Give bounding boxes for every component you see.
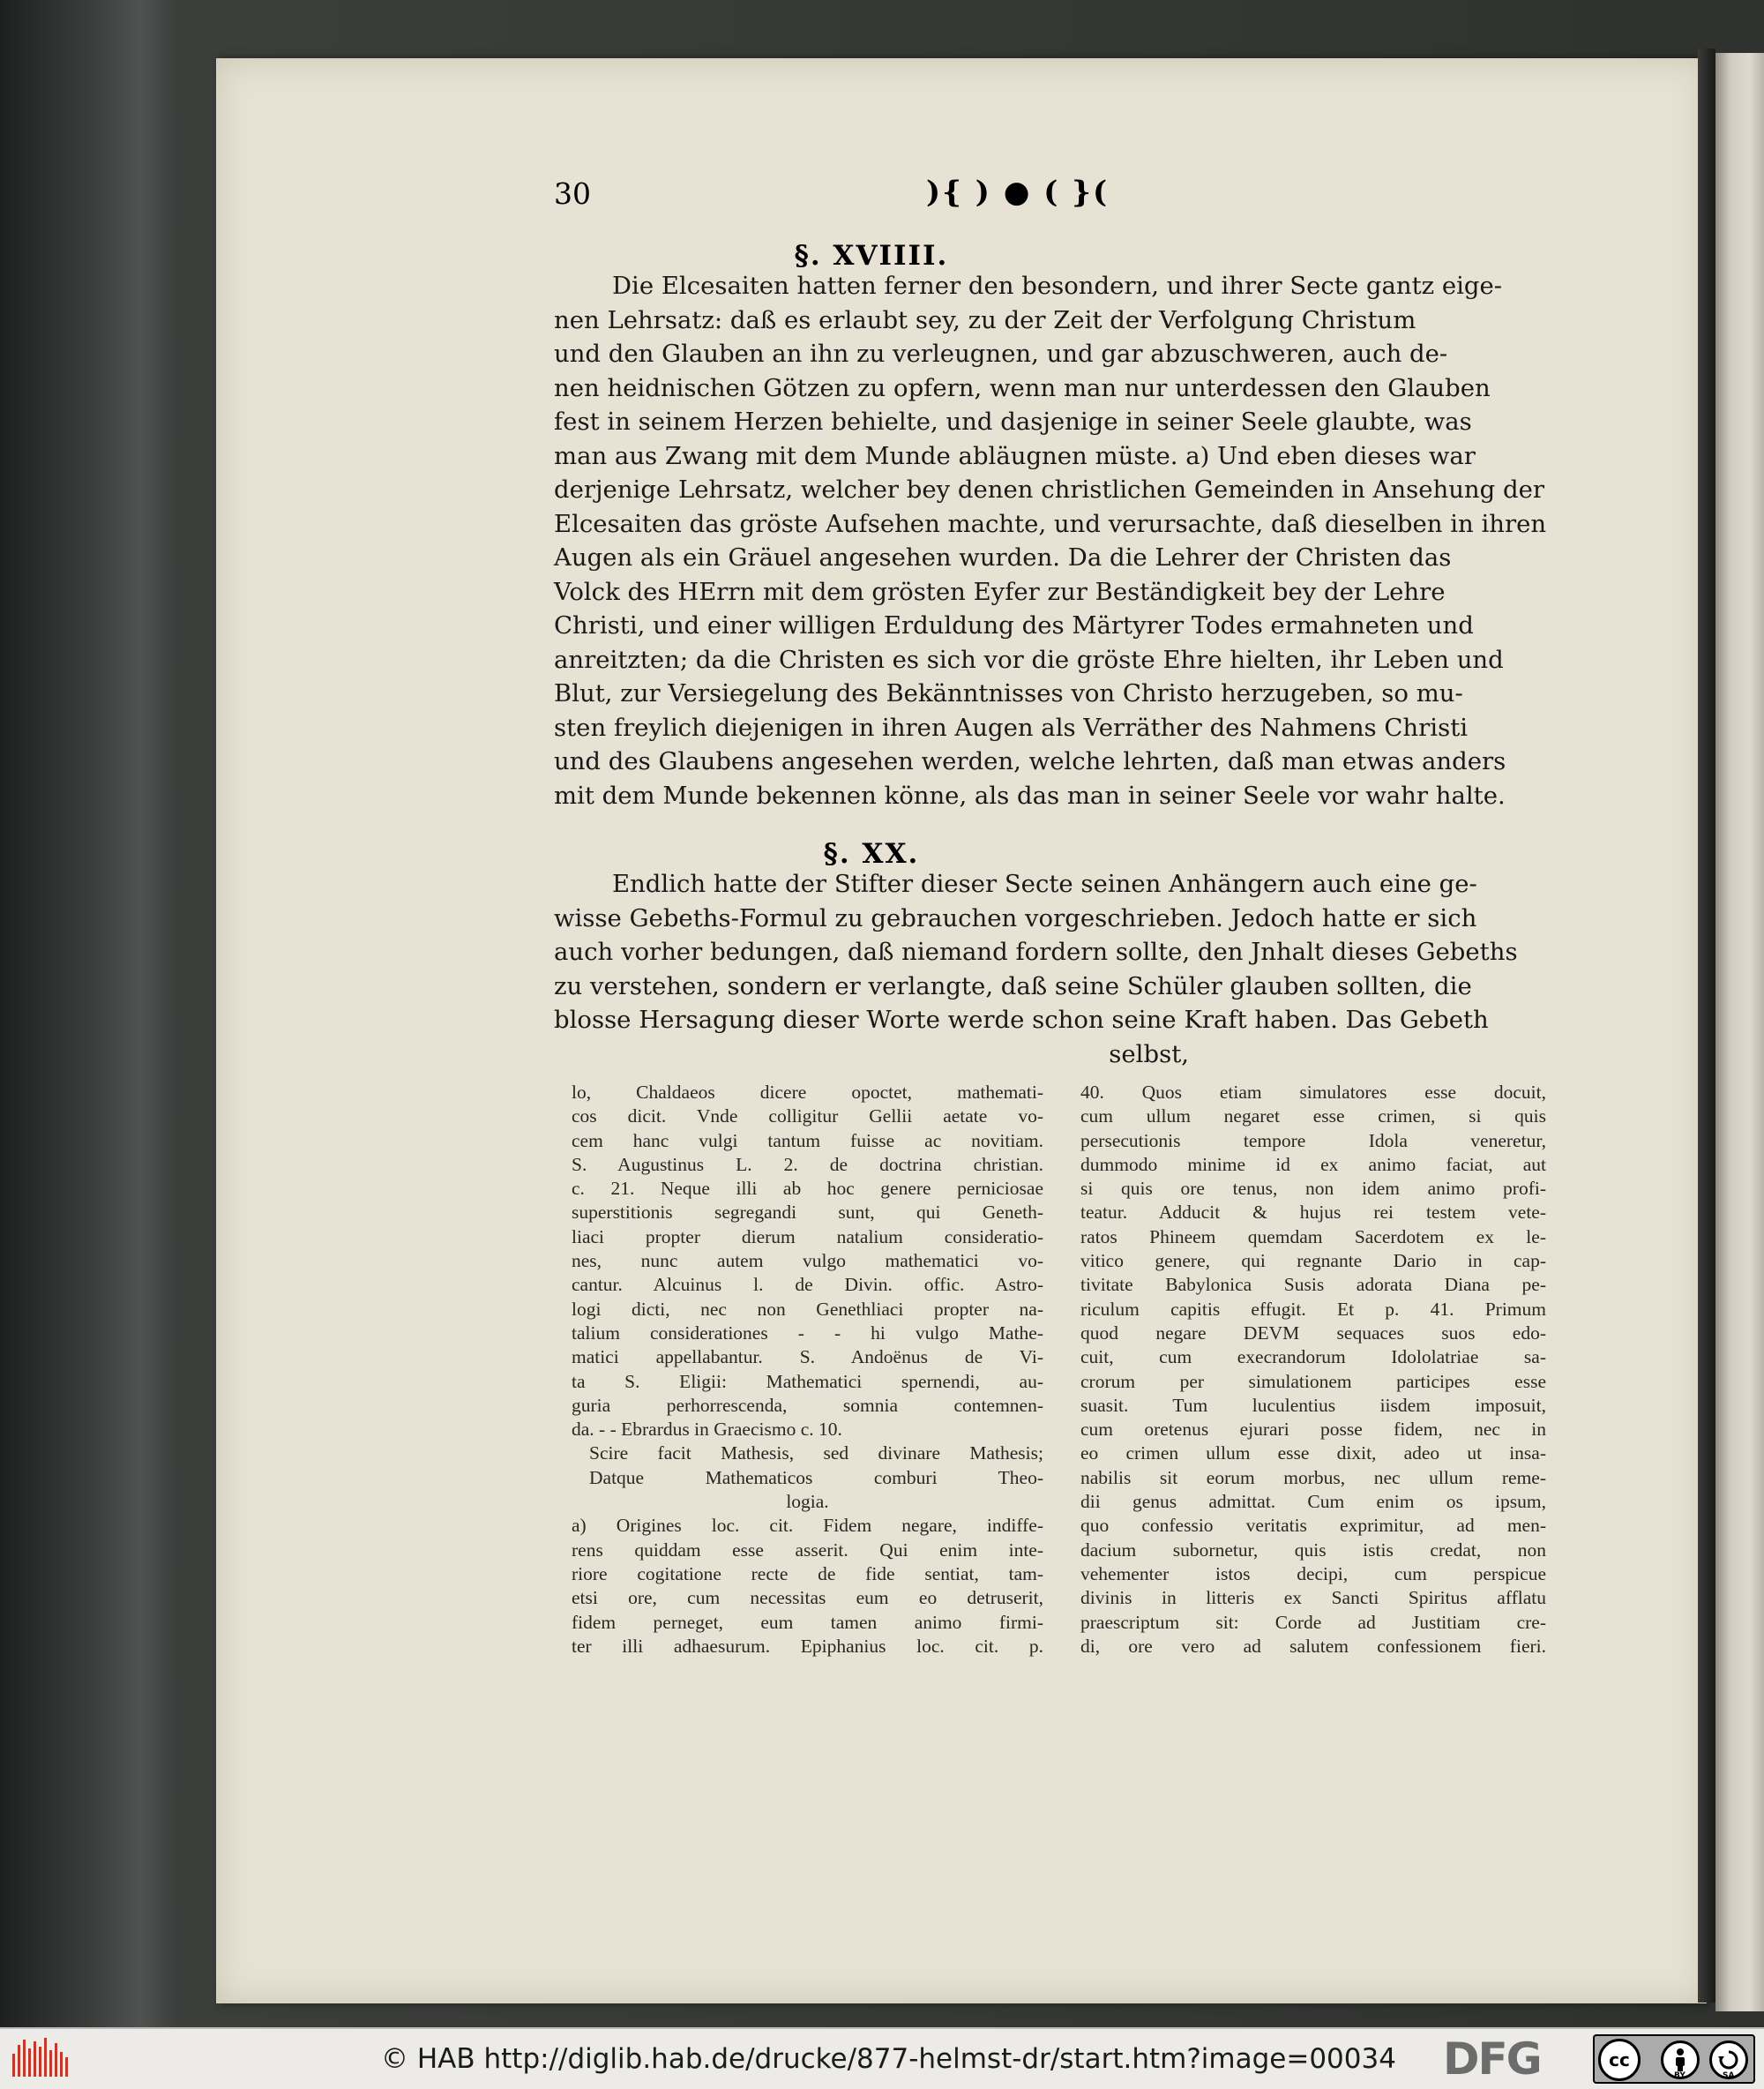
body-text-line: man aus Zwang mit dem Munde abläugnen müste. a) Und eben dieses war	[554, 441, 1476, 470]
footnote-line: guria perhorrescenda, somnia contemnen-	[572, 1394, 1043, 1416]
footnote-line: da. - - Ebrardus in Graecismo c. 10.	[572, 1419, 842, 1441]
footnote-line: nes, nunc autem vulgo mathematici vo-	[572, 1250, 1043, 1272]
body-text-line: mit dem Munde bekennen könne, als das man in seiner Seele vor wahr halte.	[554, 781, 1506, 810]
body-text-line: wisse Gebeths‑Formul zu gebrauchen vorgeschrieben. Jedoch hatte er sich	[554, 903, 1477, 932]
body-text-line: auch vorher bedungen, daß niemand fordern sollte, den Jnhalt dieses Gebeths	[554, 938, 1518, 966]
footnote-line: liaci propter dierum natalium consideratio-	[572, 1225, 1043, 1247]
footnote-line: rens quiddam esse asserit. Qui enim inte-	[572, 1539, 1043, 1561]
body-text-line: Augen als ein Gräuel angesehen wurden. Da die Lehrer der Christen das	[554, 543, 1452, 572]
hab-barcode-logo-icon[interactable]	[11, 2036, 72, 2082]
body-text-line: nen heidnischen Götzen zu opfern, wenn man nur unterdessen den Glauben	[554, 373, 1491, 402]
viewer-footer	[0, 2027, 1764, 2089]
footnote-line: logia.	[786, 1491, 829, 1513]
footnote-line: cum ullum negaret esse crimen, si quis	[1080, 1105, 1546, 1127]
footnote-line: quod negare DEVM sequaces suos edo-	[1080, 1322, 1546, 1344]
book-gutter	[1698, 49, 1715, 2003]
body-text-line: Blut, zur Versiegelung des Bekänntnisses von Christo herzugeben, so mu‑	[554, 679, 1463, 708]
footnote-line: etsi ore, cum necessitas eum eo detruserit,	[572, 1587, 1043, 1609]
footnote-line: quo confessio veritatis exprimitur, ad men-	[1080, 1515, 1546, 1537]
body-text-line: Endlich hatte der Stifter dieser Secte seinen Anhängern auch eine ge‑	[612, 870, 1477, 898]
body-text-line: sten freylich diejenigen in ihren Augen als Verräther des Nahmens Christi	[554, 713, 1469, 742]
body-text-line: Die Elcesaiten hatten ferner den besondern, und ihrer Secte gantz eige‑	[612, 272, 1503, 300]
cc-icon: cc	[1598, 2039, 1641, 2081]
footnote-line: matici appellabantur. S. Andoënus de Vi-	[572, 1346, 1043, 1368]
footnote-line: suasit. Tum luculentius iisdem imposuit,	[1080, 1394, 1546, 1416]
footnote-line: di, ore vero ad salutem confessionem fieri.	[1080, 1635, 1546, 1657]
footnote-line: tivitate Babylonica Susis adorata Diana pe-	[1080, 1274, 1546, 1296]
running-head-ornament: ){ ) ● ( }(	[926, 175, 1110, 210]
section-18-body	[554, 269, 1547, 812]
body-text-line: fest in seinem Herzen behielte, und dasjenige in seiner Seele glaubte, was	[554, 408, 1472, 436]
footnote-line: S. Augustinus L. 2. de doctrina christian.	[572, 1153, 1043, 1175]
cc-sa-label: SA	[1723, 2071, 1735, 2080]
footnote-line: riore cogitatione recte de fide sentiat, tam-	[572, 1562, 1043, 1584]
footnote-line: crorum per simulationem participes esse	[1080, 1370, 1546, 1392]
body-text-line: Volck des HErrn mit dem grösten Eyfer zur Beständigkeit bey der Lehre	[554, 577, 1446, 606]
copyright-url-text[interactable]: © HAB http://diglib.hab.de/drucke/877-helmst-dr/start.htm?image=00034	[381, 2043, 1396, 2075]
footnotes-right-column	[1080, 1081, 1546, 1658]
footnote-line: dacium subornetur, quis istis credat, non	[1080, 1539, 1546, 1561]
body-text-line: und des Glaubens angesehen werden, welche lehrten, daß man etwas anders	[554, 747, 1506, 775]
section-heading-18: §. XVIIII.	[794, 240, 949, 272]
body-text-line: und den Glauben an ihn zu verleugnen, und gar abzuschweren, auch de‑	[554, 340, 1448, 368]
footnote-line: logi dicti, nec non Genethliaci propter na-	[572, 1298, 1043, 1320]
footnote-line: si quis ore tenus, non idem animo profi-	[1080, 1178, 1546, 1200]
dfg-logo[interactable]: DFG	[1443, 2033, 1541, 2085]
footnote-line: Datque Mathematicos comburi Theo-	[589, 1466, 1043, 1488]
footnote-line: vitico genere, qui regnante Dario in cap-	[1080, 1250, 1546, 1272]
footnote-line: nabilis sit eorum morbus, nec ullum reme-	[1080, 1466, 1546, 1488]
footnote-line: cos dicit. Vnde colligitur Gellii aetate vo-	[572, 1105, 1043, 1127]
footnote-line: persecutionis tempore Idola veneretur,	[1080, 1129, 1546, 1151]
section-20-body	[554, 867, 1518, 1071]
footnote-line: ratos Phineem quemdam Sacerdotem ex le-	[1080, 1225, 1546, 1247]
section-heading-20: §. XX.	[823, 838, 920, 870]
footnote-line: vehementer istos decipi, cum perspicue	[1080, 1562, 1546, 1584]
body-text-line: anreitzten; da die Christen es sich vor die gröste Ehre hielten, ihr Leben und	[554, 645, 1504, 674]
footnote-line: ta S. Eligii: Mathematici spernendi, au-	[572, 1370, 1043, 1392]
footnote-line: divinis in litteris ex Sancti Spiritus afflatu	[1080, 1587, 1546, 1609]
body-text-line: derjenige Lehrsatz, welcher bey denen christlichen Gemeinden in Ansehung der	[554, 475, 1545, 504]
creative-commons-license-badge[interactable]	[1593, 2034, 1755, 2084]
footnote-line: cantur. Alcuinus l. de Divin. offic. Astro-	[572, 1274, 1043, 1296]
body-text-line: Christi, und einer willigen Erduldung des Märtyrer Todes ermahneten und	[554, 611, 1474, 640]
footnotes-left-column	[572, 1081, 1043, 1658]
body-text-line: selbst,	[1109, 1039, 1189, 1068]
body-text-line: Elcesaiten das gröste Aufsehen machte, und verursachte, daß dieselben in ihren	[554, 509, 1547, 538]
footnote-line: cum oretenus ejurari posse fidem, nec in	[1080, 1419, 1546, 1441]
footnote-line: c. 21. Neque illi ab hoc genere perniciosae	[572, 1178, 1043, 1200]
footnote-line: teatur. Adducit & hujus rei testem vete-	[1080, 1202, 1546, 1224]
footnote-line: superstitionis segregandi sunt, qui Geneth-	[572, 1202, 1043, 1224]
cc-by-label: BY	[1674, 2071, 1686, 2080]
footnote-line: Scire facit Mathesis, sed divinare Mathesis;	[589, 1442, 1043, 1464]
footnote-line: dummodo minime id ex animo faciat, aut	[1080, 1153, 1546, 1175]
footnote-line: talium considerationes - - hi vulgo Mathe-	[572, 1322, 1043, 1344]
footnote-line: dii genus admittat. Cum enim os ipsum,	[1080, 1491, 1546, 1513]
page-number: 30	[554, 176, 591, 211]
page-header	[554, 176, 1189, 221]
footnote-line: ter illi adhaesurum. Epiphanius loc. cit. p.	[572, 1635, 1043, 1657]
footnote-line: a) Origines loc. cit. Fidem negare, indiffe-	[572, 1515, 1043, 1537]
footnote-line: cem hanc vulgi tantum fuisse ac novitiam.	[572, 1129, 1043, 1151]
body-text-line: nen Lehrsatz: daß es erlaubt sey, zu der Zeit der Verfolgung Christum	[554, 305, 1416, 334]
footnote-line: lo, Chaldaeos dicere opoctet, mathemati-	[572, 1082, 1043, 1103]
footnote-line: 40. Quos etiam simulatores esse docuit,	[1080, 1082, 1546, 1103]
footnote-line: riculum capitis effugit. Et p. 41. Primum	[1080, 1298, 1546, 1320]
body-text-line: zu verstehen, sondern er verlangte, daß seine Schüler glauben sollten, die	[554, 971, 1472, 1000]
footnote-line: cuit, cum execrandorum Idololatriae sa-	[1080, 1346, 1546, 1368]
adjacent-page-edge	[1715, 53, 1764, 2011]
footnote-line: eo crimen ullum esse dixit, adeo ut insa-	[1080, 1442, 1546, 1464]
body-text-line: blosse Hersagung dieser Worte werde schon seine Kraft haben. Das Gebeth	[554, 1006, 1489, 1034]
footnote-line: praescriptum sit: Corde ad Justitiam cre-	[1080, 1611, 1546, 1633]
footnote-line: fidem perneget, eum tamen animo firmi-	[572, 1611, 1043, 1633]
